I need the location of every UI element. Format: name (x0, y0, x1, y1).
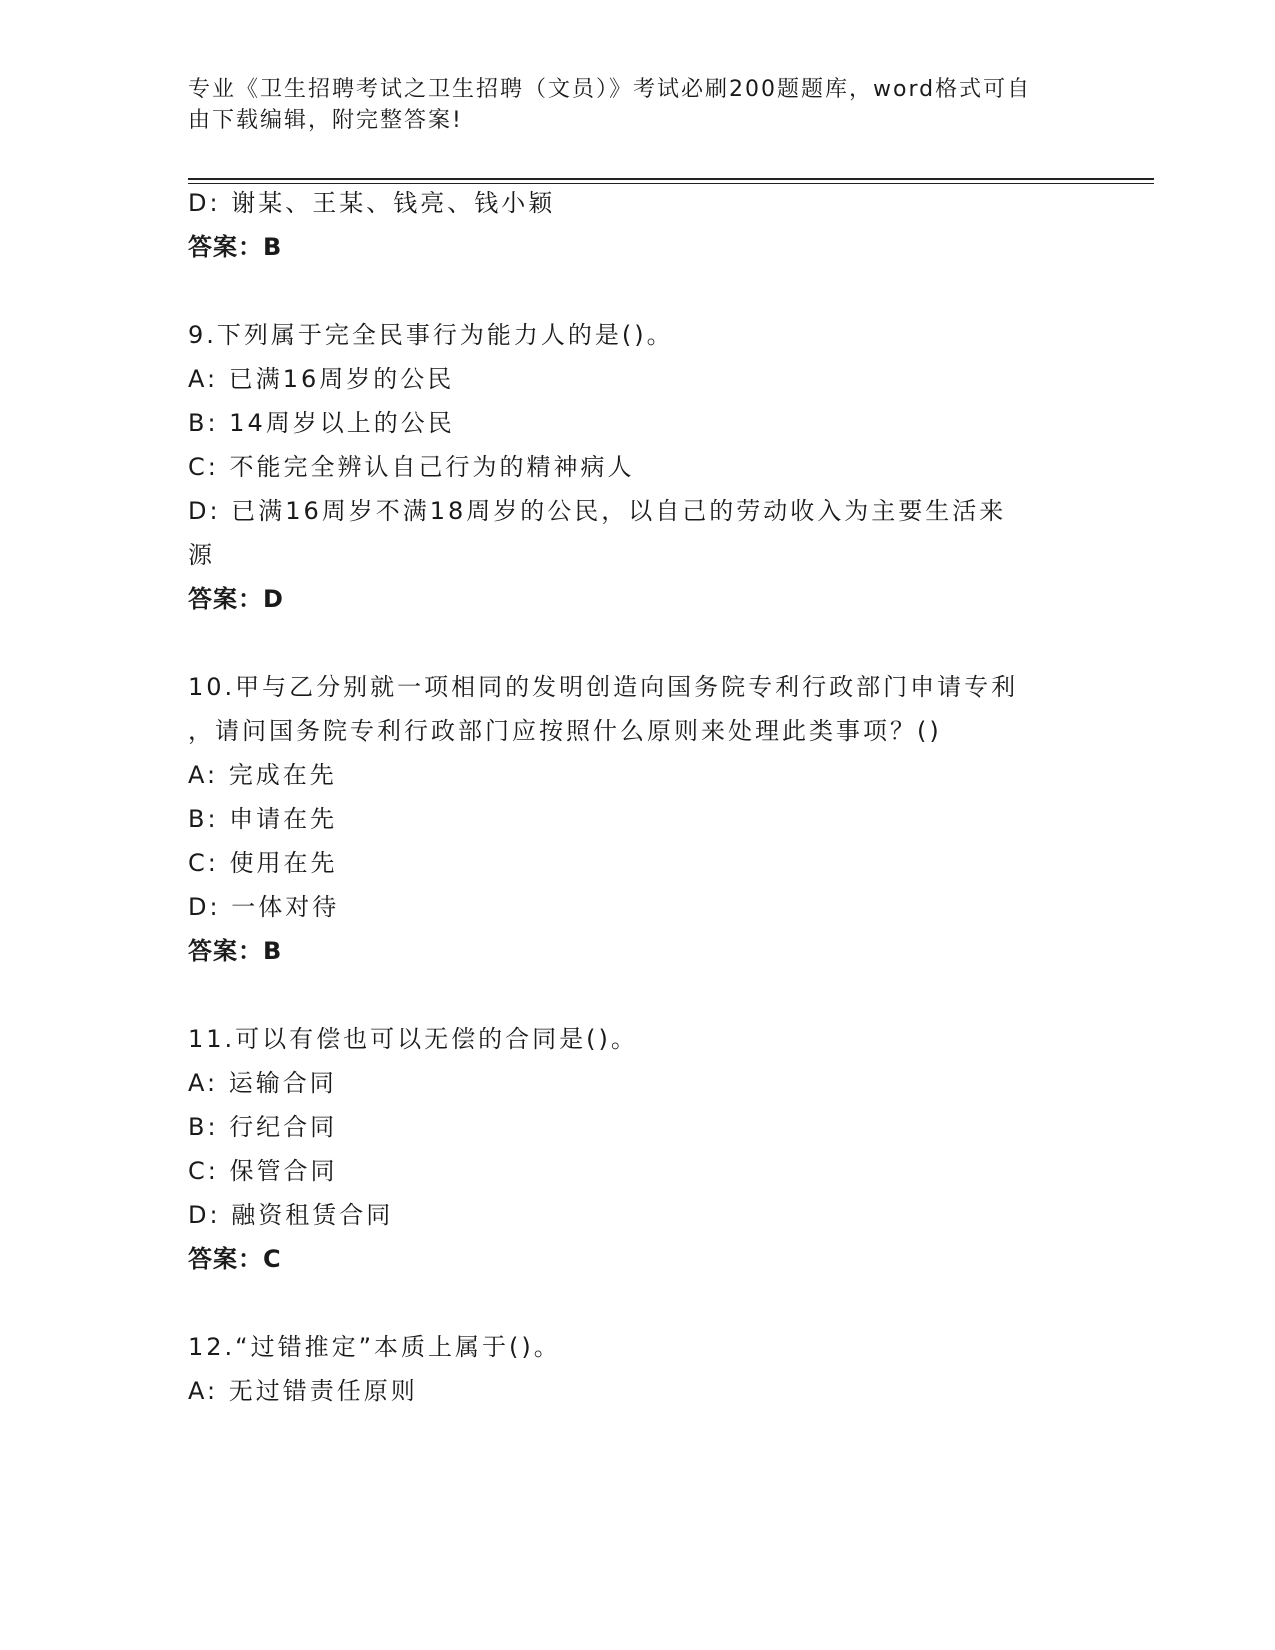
q10-stem-line2: ，请问国务院专利行政部门应按照什么原则来处理此类事项？() (188, 717, 942, 745)
q10-answer: 答案：B (188, 937, 283, 965)
q11-stem: 11.可以有偿也可以无偿的合同是()。 (188, 1025, 638, 1053)
header-rule-thick (188, 178, 1154, 180)
q9-answer: 答案：D (188, 585, 284, 613)
q10-option-a: A: 完成在先 (188, 761, 337, 789)
header-line-2: 由下载编辑，附完整答案! (188, 108, 463, 133)
q10-option-b: B: 申请在先 (188, 805, 338, 833)
q12-option-a: A: 无过错责任原则 (188, 1377, 418, 1405)
q9-option-d-line2: 源 (188, 541, 215, 569)
q9-option-a: A: 已满16周岁的公民 (188, 365, 455, 393)
prev-answer: 答案：B (188, 233, 283, 261)
q11-option-a: A: 运输合同 (188, 1069, 337, 1097)
q10-option-d: D: 一体对待 (188, 893, 340, 921)
q10-option-c: C: 使用在先 (188, 849, 338, 877)
document-header (188, 74, 1068, 136)
q11-option-d: D: 融资租赁合同 (188, 1201, 394, 1229)
q9-stem: 9.下列属于完全民事行为能力人的是()。 (188, 321, 674, 349)
q9-option-b: B: 14周岁以上的公民 (188, 409, 455, 437)
q11-answer: 答案：C (188, 1245, 282, 1273)
q11-option-b: B: 行纪合同 (188, 1113, 338, 1141)
prev-option-d: D: 谢某、王某、钱亮、钱小颖 (188, 189, 556, 217)
q9-option-d-line1: D: 已满16周岁不满18周岁的公民，以自己的劳动收入为主要生活来 (188, 497, 1007, 525)
q9-option-c: C: 不能完全辨认自己行为的精神病人 (188, 453, 635, 481)
q11-option-c: C: 保管合同 (188, 1157, 338, 1185)
header-line-1: 专业《卫生招聘考试之卫生招聘（文员）》考试必刷200题题库，word格式可自 (188, 77, 1032, 102)
q10-stem-line1: 10.甲与乙分别就一项相同的发明创造向国务院专利行政部门申请专利 (188, 673, 1019, 701)
q12-stem: 12.“过错推定”本质上属于()。 (188, 1333, 561, 1361)
header-rule-thin (188, 183, 1154, 184)
